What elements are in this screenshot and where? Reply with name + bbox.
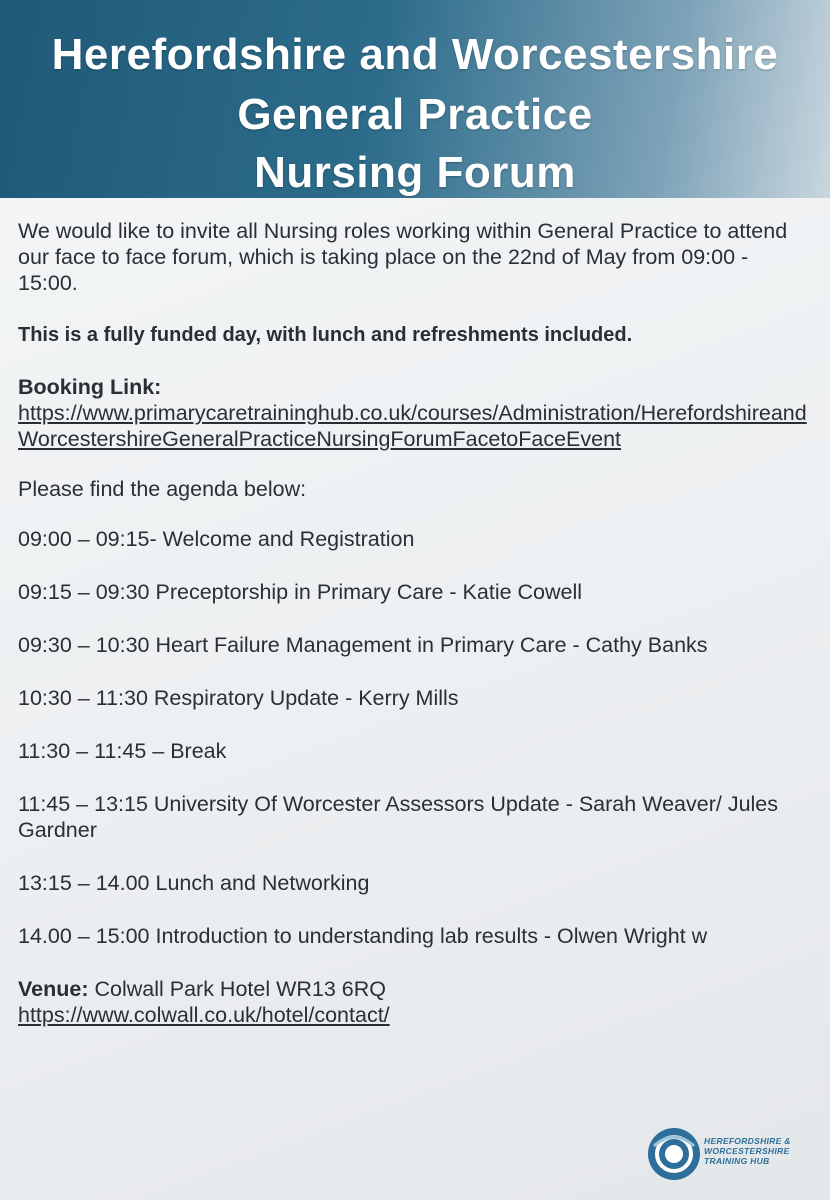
agenda-item: 11:45 – 13:15 University Of Worcester Assessors Update - Sarah Weaver/ Jules Gardner [18, 792, 779, 842]
body-content [18, 218, 808, 1028]
logo-text-line-2: WORCESTERSHIRE [704, 1146, 790, 1156]
logo-text [704, 1136, 816, 1166]
title-line-1: Herefordshire and Worcestershire [51, 30, 779, 79]
booking-label: Booking Link: [18, 375, 162, 399]
venue-label: Venue: [18, 977, 89, 1001]
logo-text-line-3: TRAINING HUB [704, 1156, 770, 1166]
agenda-item: 10:30 – 11:30 Respiratory Update - Kerry Mills [18, 686, 459, 710]
venue-text: Colwall Park Hotel WR13 6RQ [88, 977, 387, 1001]
funded-notice: This is a fully funded day, with lunch and refreshments included. [18, 324, 633, 346]
agenda-item: 09:15 – 09:30 Preceptorship in Primary Care - Katie Cowell [18, 580, 583, 604]
agenda-item: 11:30 – 11:45 – Break [18, 739, 227, 763]
booking-link[interactable]: https://www.primarycaretraininghub.co.uk/courses/Administration/HerefordshireandWorcestershireGeneralPracticeNursingForumFacetoFaceEvent [18, 401, 807, 451]
agenda-item: 09:30 – 10:30 Heart Failure Management in Primary Care - Cathy Banks [18, 633, 708, 657]
agenda-list [18, 526, 808, 949]
agenda-item: 13:15 – 14.00 Lunch and Networking [18, 871, 370, 895]
agenda-item: 14.00 – 15:00 Introduction to understanding lab results - Olwen Wright w [18, 924, 708, 948]
logo-text-line-1: HEREFORDSHIRE & [704, 1136, 791, 1146]
booking-section [18, 374, 808, 452]
intro-paragraph: We would like to invite all Nursing roles working within General Practice to attend our face to face forum, which is taking place on the 22nd of May from 09:00 - 15:00. [18, 219, 788, 295]
venue-link[interactable]: https://www.colwall.co.uk/hotel/contact/ [18, 1003, 390, 1027]
venue-section [18, 976, 808, 1028]
hub-logo-icon [646, 1126, 702, 1182]
agenda-item: 09:00 – 09:15- Welcome and Registration [18, 527, 415, 551]
title-line-2: General Practice [237, 90, 593, 139]
title-line-3: Nursing Forum [254, 148, 576, 197]
agenda-intro: Please find the agenda below: [18, 477, 307, 501]
header-banner [0, 0, 830, 198]
training-hub-logo [646, 1126, 818, 1184]
